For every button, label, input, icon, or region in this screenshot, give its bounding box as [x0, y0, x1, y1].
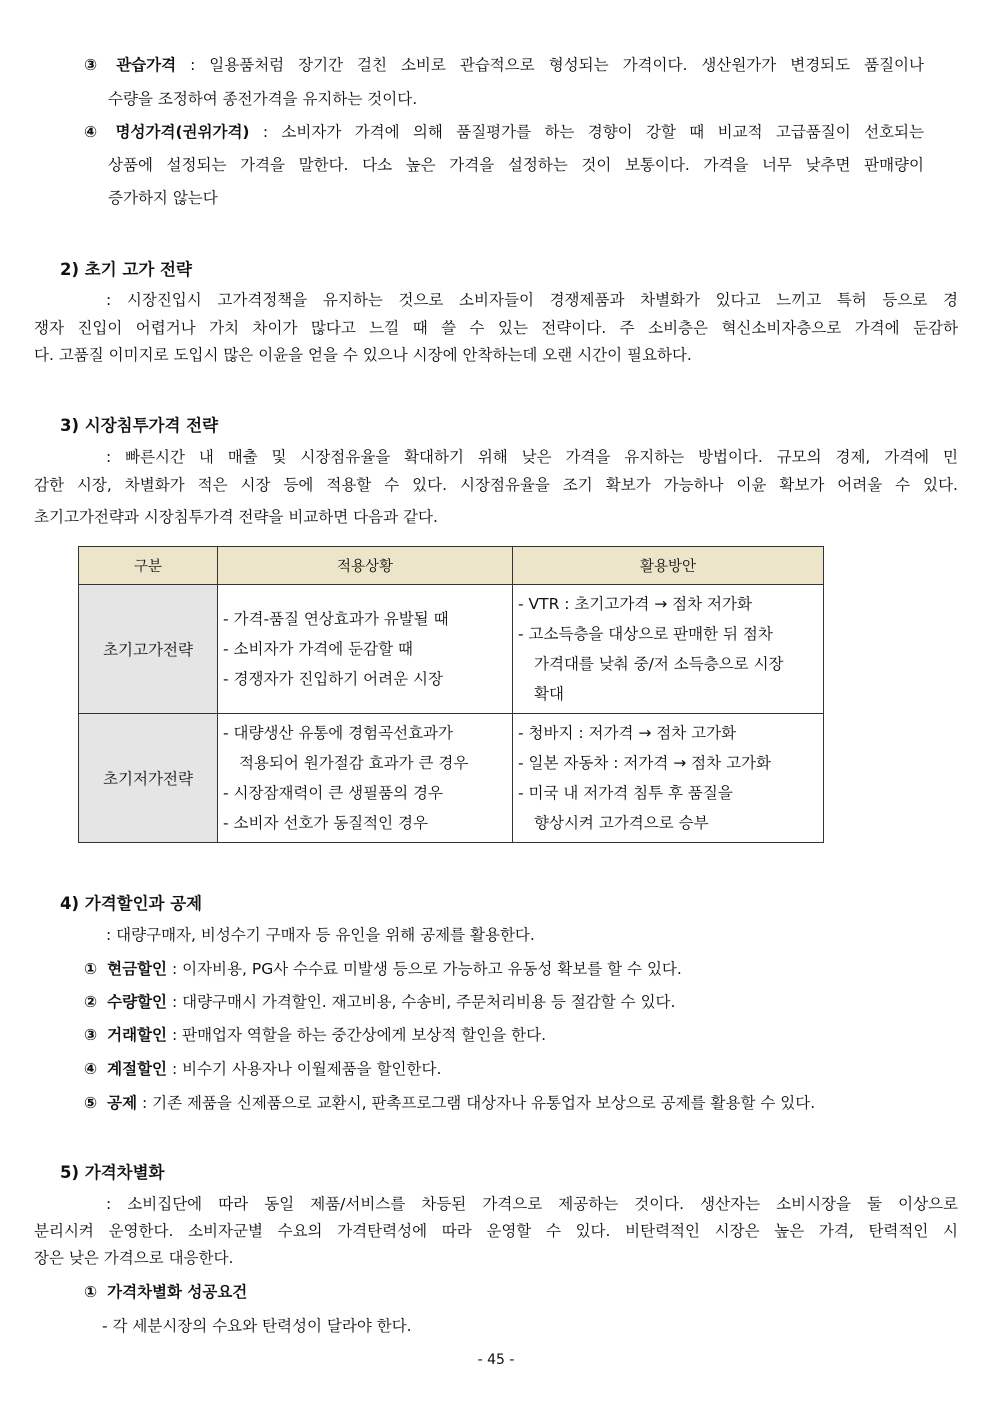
subsection-title: 가격차별화 성공요건: [107, 1283, 248, 1301]
term: 계절할인: [107, 1060, 168, 1078]
situation-cell: [218, 585, 513, 714]
circled-number: ⑤: [84, 1094, 98, 1112]
bullet-line: - 각 세분시장의 수요와 탄력성이 달라야 한다.: [102, 1317, 412, 1335]
row-header: 초기고가전략: [79, 585, 218, 714]
item3-text: : 일용품처럼 장기간 걸친 소비로 관습적으로 형성되는 가격이다. 생산원가가 변경되도 품질이나: [176, 56, 925, 74]
page-number: - 45 -: [477, 1352, 515, 1368]
item-text: : 이자비용, PG사 수수료 미발생 등으로 가능하고 유동성 확보를 할 수 있다.: [167, 960, 682, 978]
cell-line: - 경쟁자가 진입하기 어려운 시장: [223, 670, 443, 688]
item3-line2: 수량을 조정하여 종전가격을 유지하는 것이다.: [108, 90, 418, 108]
cell-line: 가격대를 낮춰 중/저 소득층으로 시장: [534, 655, 784, 673]
circled-number: ①: [84, 1283, 98, 1301]
item3-line1: [84, 55, 924, 75]
item-text: : 대량구매시 가격할인. 재고비용, 수송비, 주문처리비용 등 절감할 수 있다.: [167, 993, 676, 1011]
cell-line: - 고소득층을 대상으로 판매한 뒤 점차: [518, 625, 773, 643]
cell-line: - 소비자 선호가 동질적인 경우: [223, 814, 428, 832]
usage-cell: [513, 585, 824, 714]
item-text: : 판매업자 역할을 하는 중간상에게 보상적 할인을 한다.: [167, 1026, 547, 1044]
list-item: [84, 1093, 815, 1113]
cell-line: 향상시켜 고가격으로 승부: [534, 814, 709, 832]
list-item: [84, 1059, 441, 1079]
cell-line: - 대량생산 유통에 경험곡선효과가: [223, 724, 453, 742]
cell-line: - 소비자가 가격에 둔감할 때: [223, 640, 414, 658]
column-header: 활용방안: [513, 547, 824, 585]
circled-number: ②: [84, 993, 98, 1011]
item4-line2: 상품에 설정되는 가격을 말한다. 다소 높은 가격을 설정하는 것이 보통이다. 가격을 너무 낮추면 판매량이: [108, 156, 924, 174]
section5-line2: 분리시켜 운영한다. 소비자군별 수요의 가격탄력성에 따라 운영할 수 있다. 비탄력적인 시장은 높은 가격, 탄력적인 시: [34, 1222, 958, 1240]
item4-line1: [84, 122, 924, 142]
cell-line: - 일본 자동차 : 저가격 → 점차 고가화: [518, 754, 771, 772]
table-row: [79, 714, 824, 843]
section3-line1: : 빠른시간 내 매출 및 시장점유율을 확대하기 위해 낮은 가격을 유지하는 방법이다. 규모의 경제, 가격에 민: [106, 448, 958, 466]
usage-cell: [513, 714, 824, 843]
table-header-row: [79, 547, 824, 585]
situation-cell: [218, 714, 513, 843]
subsection-heading: [84, 1282, 247, 1302]
comparison-table: [78, 546, 824, 843]
table-row: [79, 585, 824, 714]
cell-line: - 시장잠재력이 큰 생필품의 경우: [223, 784, 443, 802]
cell-line: 확대: [534, 685, 564, 703]
term: 현금할인: [107, 960, 168, 978]
circled-number: ④: [84, 1060, 98, 1078]
section2-line1: : 시장진입시 고가격정책을 유지하는 것으로 소비자들이 경쟁제품과 차별화가 있다고 느끼고 특허 등으로 경: [106, 291, 958, 309]
row-header: 초기저가전략: [79, 714, 218, 843]
column-header: 적용상황: [218, 547, 513, 585]
item4-line3: 증가하지 않는다: [108, 189, 218, 207]
term: 수량할인: [107, 993, 168, 1011]
section3-line2: 감한 시장, 차별화가 적은 시장 등에 적용할 수 있다. 시장점유율을 조기 확보가 가능하나 이윤 확보가 어려울 수 있다.: [34, 476, 958, 494]
term: 거래할인: [107, 1026, 168, 1044]
section-heading: 3) 시장침투가격 전략: [60, 416, 219, 435]
circled-number: ③: [84, 56, 107, 74]
term: 공제: [107, 1094, 138, 1112]
section2-line2: 쟁자 진입이 어렵거나 가치 차이가 많다고 느낄 때 쓸 수 있는 전략이다. 주 소비층은 혁신소비자층으로 가격에 둔감하: [34, 319, 958, 337]
section2-line3: 다. 고품질 이미지로 도입시 많은 이윤을 얻을 수 있으나 시장에 안착하는데 오랜 시간이 필요하다.: [34, 346, 692, 364]
section-heading: 2) 초기 고가 전략: [60, 260, 192, 279]
list-item: [84, 992, 675, 1012]
list-item: [84, 959, 682, 979]
cell-line: - VTR : 초기고가격 → 점차 저가화: [518, 595, 752, 613]
section-heading: 4) 가격할인과 공제: [60, 894, 203, 913]
section3-line3: 초기고가전략과 시장침투가격 전략을 비교하면 다음과 같다.: [34, 508, 438, 526]
item-text: : 비수기 사용자나 이월제품을 할인한다.: [167, 1060, 442, 1078]
item-text: : 기존 제품을 신제품으로 교환시, 판촉프로그램 대상자나 유통업자 보상으로 공제를 활용할 수 있다.: [137, 1094, 816, 1112]
circled-number: ④: [84, 123, 106, 141]
cell-line: - 가격-품질 연상효과가 유발될 때: [223, 610, 449, 628]
cell-line: - 청바지 : 저가격 → 점차 고가화: [518, 724, 737, 742]
section-heading: 5) 가격차별화: [60, 1163, 165, 1182]
term: 명성가격(권위가격): [115, 123, 250, 141]
section4-intro: : 대량구매자, 비성수기 구매자 등 유인을 위해 공제를 활용한다.: [106, 926, 535, 944]
term: 관습가격: [116, 56, 177, 74]
item4-text: : 소비자가 가격에 의해 품질평가를 하는 경향이 강할 때 비교적 고급품질이 선호되는: [249, 123, 924, 141]
circled-number: ③: [84, 1026, 98, 1044]
section5-line3: 장은 낮은 가격으로 대응한다.: [34, 1249, 234, 1267]
cell-line: 적용되어 원가절감 효과가 큰 경우: [239, 754, 469, 772]
circled-number: ①: [84, 960, 98, 978]
column-header: 구분: [79, 547, 218, 585]
section5-line1: : 소비집단에 따라 동일 제품/서비스를 차등된 가격으로 제공하는 것이다. 생산자는 소비시장을 둘 이상으로: [106, 1195, 958, 1213]
list-item: [84, 1025, 546, 1045]
cell-line: - 미국 내 저가격 침투 후 품질을: [518, 784, 733, 802]
